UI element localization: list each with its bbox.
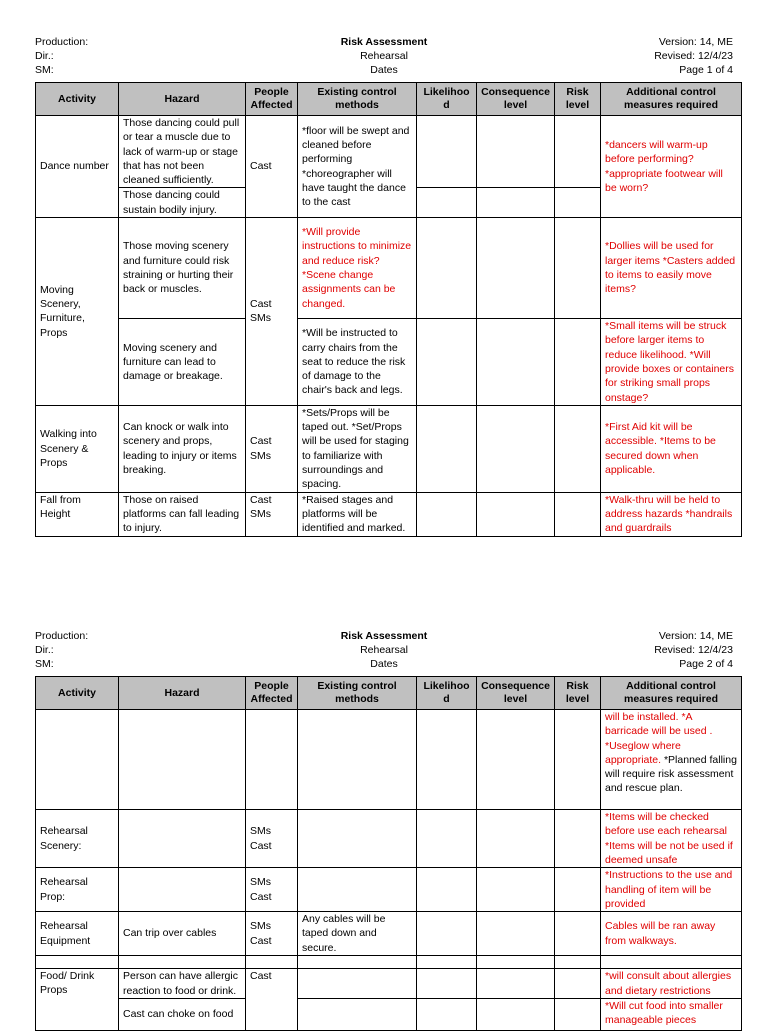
table-row [36,999,742,1031]
cell-existing: *Raised stages and platforms will be identified and marked. [298,492,417,536]
cell-existing [298,710,417,810]
cell-activity: Walking into Scenery & Props [36,405,119,492]
cell-risk [555,188,601,218]
cell-likelihood [417,188,477,218]
cell-hazard: Those dancing could sustain bodily injury. [119,188,246,218]
empty-cell [477,956,555,969]
cell-activity: Moving Scenery, Furniture, Props [36,218,119,406]
cell-additional: *Items will be checked before use each rehearsal *Items will be not be used if deemed unsafe [601,810,742,868]
col-header-activity: Activity [36,677,119,710]
col-header-consequence: Consequence level [477,83,555,116]
production-label: Production: [35,36,89,48]
empty-cell [555,956,601,969]
table-row [36,810,742,868]
sm-label: SM: [35,658,54,670]
col-header-existing: Existing control methods [298,677,417,710]
col-header-activity: Activity [36,83,119,116]
cell-additional: *will consult about allergies and dietary restrictions [601,969,742,999]
col-header-additional: Additional control measures required [601,83,742,116]
page-header [0,35,768,79]
cell-hazard: Those moving scenery and furniture could risk straining or hurting their back or muscles. [119,218,246,319]
header-center [0,629,768,671]
table-row [36,492,742,536]
col-header-consequence: Consequence level [477,677,555,710]
cell-consequence [477,868,555,912]
col-header-hazard: Hazard [119,83,246,116]
cell-hazard: Those on raised platforms can fall leading to injury. [119,492,246,536]
cell-existing: *Will be instructed to carry chairs from the seat to reduce the risk of damage to the chair's back and legs. [298,319,417,406]
cell-people: Cast SMs [246,218,298,406]
cell-existing: Any cables will be taped down and secure. [298,912,417,956]
table-header-row [36,83,742,116]
cell-risk [555,218,601,319]
cell-consequence [477,999,555,1031]
cell-risk [555,492,601,536]
table-row [36,218,742,319]
production-label: Production: [35,630,89,642]
cell-existing [298,868,417,912]
cell-hazard [119,810,246,868]
risk-table [35,676,742,1031]
cell-risk [555,999,601,1031]
empty-cell [601,956,742,969]
cell-people: Cast SMs [246,492,298,536]
doc-dates: Dates [370,658,398,670]
cell-likelihood [417,810,477,868]
col-header-people: People Affected [246,83,298,116]
col-header-existing: Existing control methods [298,83,417,116]
cell-activity: Dance number [36,116,119,218]
dir-label: Dir.: [35,644,54,656]
cell-likelihood [417,868,477,912]
table-header-row [36,677,742,710]
page-number: Page 2 of 4 [679,658,733,670]
cell-risk [555,969,601,999]
page-number: Page 1 of 4 [679,64,733,76]
col-header-risk: Risk level [555,677,601,710]
table-row [36,405,742,492]
cell-consequence [477,188,555,218]
col-header-likelihood: Likelihoo d [417,83,477,116]
doc-dates: Dates [370,64,398,76]
revised-label: Revised: 12/4/23 [654,644,733,656]
cell-people: SMs Cast [246,868,298,912]
cell-existing: *Sets/Props will be taped out. *Set/Props will be used for staging to familiarize with surroundings and spacing. [298,405,417,492]
cell-additional: *First Aid kit will be accessible. *Items to be secured down when applicable. [601,405,742,492]
cell-activity: Rehearsal Equipment [36,912,119,956]
cell-people: SMs Cast [246,810,298,868]
cell-likelihood [417,710,477,810]
cell-risk [555,319,601,406]
header-right [654,35,733,77]
cell-existing: *floor will be swept and cleaned before performing *choreographer will have taught the dance to the cast [298,116,417,218]
col-header-risk: Risk level [555,83,601,116]
cell-people: SMs Cast [246,912,298,956]
revised-label: Revised: 12/4/23 [654,50,733,62]
cell-hazard [119,710,246,810]
empty-cell [36,956,119,969]
cell-consequence [477,710,555,810]
cell-risk [555,116,601,188]
cell-activity: Rehearsal Prop: [36,868,119,912]
table-row [36,710,742,810]
col-header-additional: Additional control measures required [601,677,742,710]
cell-activity: Rehearsal Scenery: [36,810,119,868]
version-label: Version: 14, ME [658,630,733,642]
empty-cell [119,956,246,969]
cell-likelihood [417,405,477,492]
cell-hazard [119,868,246,912]
additional-black-text: *Planned falling will require risk assessment and rescue plan. [605,753,737,795]
cell-risk [555,405,601,492]
cell-hazard: Moving scenery and furniture can lead to damage or breakage. [119,319,246,406]
risk-table [35,82,742,537]
cell-people: Cast [246,116,298,218]
cell-activity [36,710,119,810]
cell-consequence [477,116,555,188]
doc-subtitle: Rehearsal [360,50,408,62]
col-header-likelihood: Likelihoo d [417,677,477,710]
col-header-people: People Affected [246,677,298,710]
table-row [36,116,742,188]
cell-consequence [477,912,555,956]
cell-consequence [477,218,555,319]
cell-existing [298,810,417,868]
cell-additional: Cables will be ran away from walkways. [601,912,742,956]
cell-consequence [477,969,555,999]
table-spacer-row [36,956,742,969]
doc-subtitle: Rehearsal [360,644,408,656]
cell-additional: *Small items will be struck before larger items to reduce likelihood. *Will provide boxes or containers for striking small props onstage? [601,319,742,406]
table-row [36,912,742,956]
cell-consequence [477,492,555,536]
cell-activity: Food/ Drink Props [36,969,119,1031]
cell-likelihood [417,912,477,956]
page-2 [0,594,768,1027]
cell-risk [555,710,601,810]
cell-risk [555,912,601,956]
cell-additional [601,710,742,810]
empty-cell [417,956,477,969]
cell-likelihood [417,999,477,1031]
cell-existing: *Will provide instructions to minimize and reduce risk? *Scene change assignments can be changed. [298,218,417,319]
additional-red-text: will be installed. *A barricade will be used . *Useglow where appropriate. [605,711,713,766]
empty-cell [246,956,298,969]
cell-additional: *dancers will warm-up before performing? *appropriate footwear will be worn? [601,116,742,218]
cell-hazard: Cast can choke on food [119,999,246,1031]
cell-likelihood [417,319,477,406]
cell-risk [555,868,601,912]
doc-title: Risk Assessment [340,36,428,48]
cell-existing [298,969,417,999]
cell-additional: *Will cut food into smaller manageable pieces [601,999,742,1031]
doc-title: Risk Assessment [340,630,428,642]
cell-hazard: Can knock or walk into scenery and props, leading to injury or items breaking. [119,405,246,492]
version-label: Version: 14, ME [658,36,733,48]
cell-likelihood [417,969,477,999]
table-row [36,319,742,406]
cell-people [246,710,298,810]
dir-label: Dir.: [35,50,54,62]
table-row [36,969,742,999]
cell-people: Cast SMs [246,405,298,492]
cell-likelihood [417,218,477,319]
empty-cell [298,956,417,969]
cell-people: Cast [246,969,298,1031]
cell-additional: *Dollies will be used for larger items *Casters added to items to easily move items? [601,218,742,319]
cell-hazard: Person can have allergic reaction to food or drink. [119,969,246,999]
cell-existing [298,999,417,1031]
header-right [654,629,733,671]
cell-likelihood [417,116,477,188]
cell-consequence [477,405,555,492]
col-header-hazard: Hazard [119,677,246,710]
cell-hazard: Those dancing could pull or tear a muscle due to lack of warm-up or stage that has not been cleaned sufficiently. [119,116,246,188]
cell-activity: Fall from Height [36,492,119,536]
cell-consequence [477,319,555,406]
page-header [0,629,768,673]
cell-additional: *Instructions to the use and handling of item will be provided [601,868,742,912]
table-row [36,868,742,912]
sm-label: SM: [35,64,54,76]
header-center [0,35,768,77]
cell-risk [555,810,601,868]
cell-additional: *Walk-thru will be held to address hazards *handrails and guardrails [601,492,742,536]
cell-likelihood [417,492,477,536]
cell-consequence [477,810,555,868]
cell-hazard: Can trip over cables [119,912,246,956]
